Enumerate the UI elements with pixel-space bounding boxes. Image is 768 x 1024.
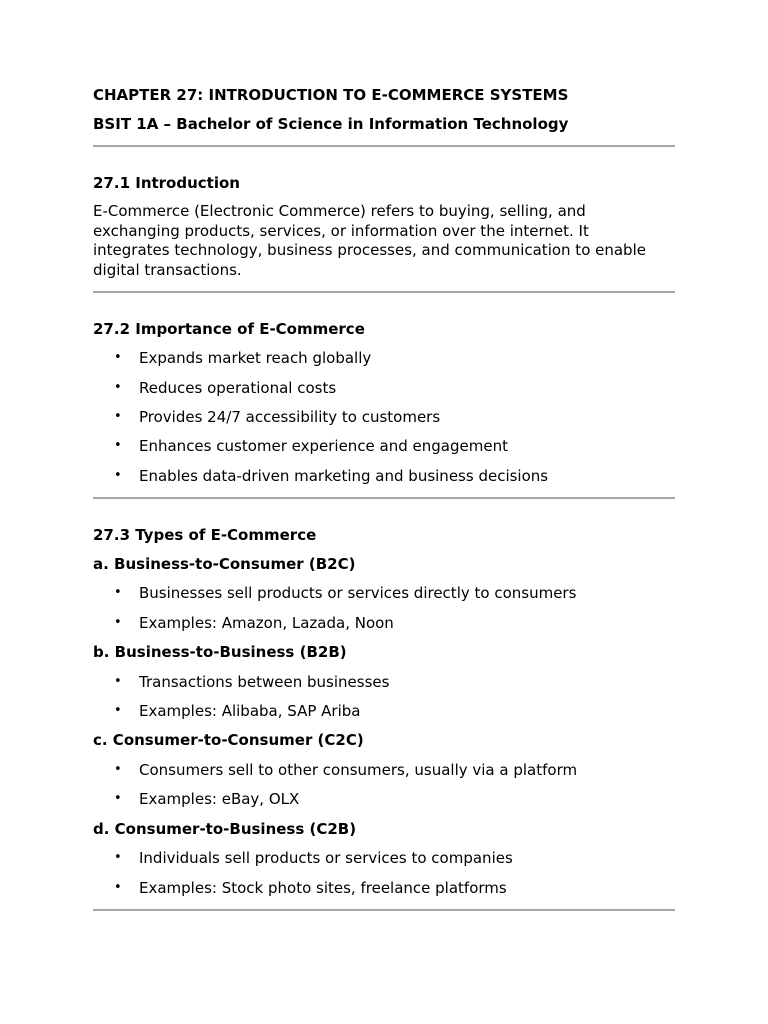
type-heading-b2c: a. Business-to-Consumer (B2C) bbox=[93, 554, 356, 573]
bullet-icon: • bbox=[114, 614, 122, 630]
divider-3 bbox=[93, 497, 675, 499]
bullet-icon: • bbox=[114, 350, 122, 365]
importance-list bbox=[93, 348, 675, 486]
divider-1 bbox=[93, 145, 675, 147]
list-item bbox=[93, 878, 675, 898]
list-item bbox=[93, 701, 675, 721]
list-item bbox=[93, 407, 675, 427]
section-heading-types: 27.3 Types of E-Commerce bbox=[93, 525, 317, 544]
course-subtitle: BSIT 1A – Bachelor of Science in Information Technology bbox=[93, 115, 569, 133]
bullet-icon: • bbox=[114, 438, 122, 453]
bullet-icon: • bbox=[114, 791, 122, 806]
type-heading-c2c: c. Consumer-to-Consumer (C2C) bbox=[93, 731, 364, 749]
paragraph-line: integrates technology, business processes, and communication to enable bbox=[93, 241, 646, 259]
list-item bbox=[93, 436, 675, 456]
paragraph-line: digital transactions. bbox=[93, 260, 242, 279]
list-item bbox=[93, 466, 675, 486]
list-item bbox=[93, 348, 675, 368]
bullet-icon: • bbox=[114, 673, 122, 689]
list-item-text: Enables data-driven marketing and business decisions bbox=[139, 466, 549, 485]
bullet-icon: • bbox=[114, 761, 122, 777]
list-item-text: Examples: Stock photo sites, freelance platforms bbox=[139, 878, 507, 897]
divider-4 bbox=[93, 909, 675, 911]
list-item-text: Businesses sell products or services directly to consumers bbox=[139, 584, 577, 602]
chapter-title: CHAPTER 27: INTRODUCTION TO E-COMMERCE SYSTEMS bbox=[93, 86, 569, 104]
type-heading-b2b: b. Business-to-Business (B2B) bbox=[93, 643, 347, 661]
list-item bbox=[93, 378, 675, 398]
list-item-text: Provides 24/7 accessibility to customers bbox=[139, 408, 441, 426]
bullet-icon: • bbox=[114, 850, 122, 865]
bullet-icon: • bbox=[114, 467, 122, 483]
document-page bbox=[93, 85, 675, 911]
list-item-text: Reduces operational costs bbox=[139, 378, 337, 397]
divider-2 bbox=[93, 291, 675, 293]
list-item bbox=[93, 672, 675, 692]
list-item-text: Examples: Alibaba, SAP Ariba bbox=[139, 702, 361, 720]
paragraph-line: exchanging products, services, or information over the internet. It bbox=[93, 221, 589, 240]
list-item-text: Individuals sell products or services to companies bbox=[139, 849, 513, 867]
c2c-list bbox=[93, 760, 675, 810]
section-heading-importance: 27.2 Importance of E-Commerce bbox=[93, 320, 365, 338]
c2b-list bbox=[93, 848, 675, 898]
bullet-icon: • bbox=[114, 409, 122, 424]
list-item-text: Transactions between businesses bbox=[139, 672, 390, 691]
type-heading-c2b: d. Consumer-to-Business (C2B) bbox=[93, 819, 357, 838]
list-item bbox=[93, 789, 675, 809]
bullet-icon: • bbox=[114, 703, 122, 718]
section-heading-introduction: 27.1 Introduction bbox=[93, 174, 240, 192]
list-item bbox=[93, 848, 675, 868]
paragraph-line: E-Commerce (Electronic Commerce) refers to buying, selling, and bbox=[93, 202, 586, 220]
b2b-list bbox=[93, 672, 675, 722]
list-item bbox=[93, 613, 675, 633]
list-item bbox=[93, 583, 675, 603]
bullet-icon: • bbox=[114, 879, 122, 895]
list-item-text: Examples: Amazon, Lazada, Noon bbox=[139, 613, 394, 632]
list-item bbox=[93, 760, 675, 780]
b2c-list bbox=[93, 583, 675, 633]
list-item-text: Examples: eBay, OLX bbox=[139, 790, 300, 808]
list-item-text: Enhances customer experience and engagement bbox=[139, 437, 508, 455]
bullet-icon: • bbox=[114, 379, 122, 395]
list-item-text: Expands market reach globally bbox=[139, 349, 372, 367]
bullet-icon: • bbox=[114, 585, 122, 600]
introduction-paragraph bbox=[93, 202, 675, 280]
list-item-text: Consumers sell to other consumers, usually via a platform bbox=[139, 760, 578, 779]
